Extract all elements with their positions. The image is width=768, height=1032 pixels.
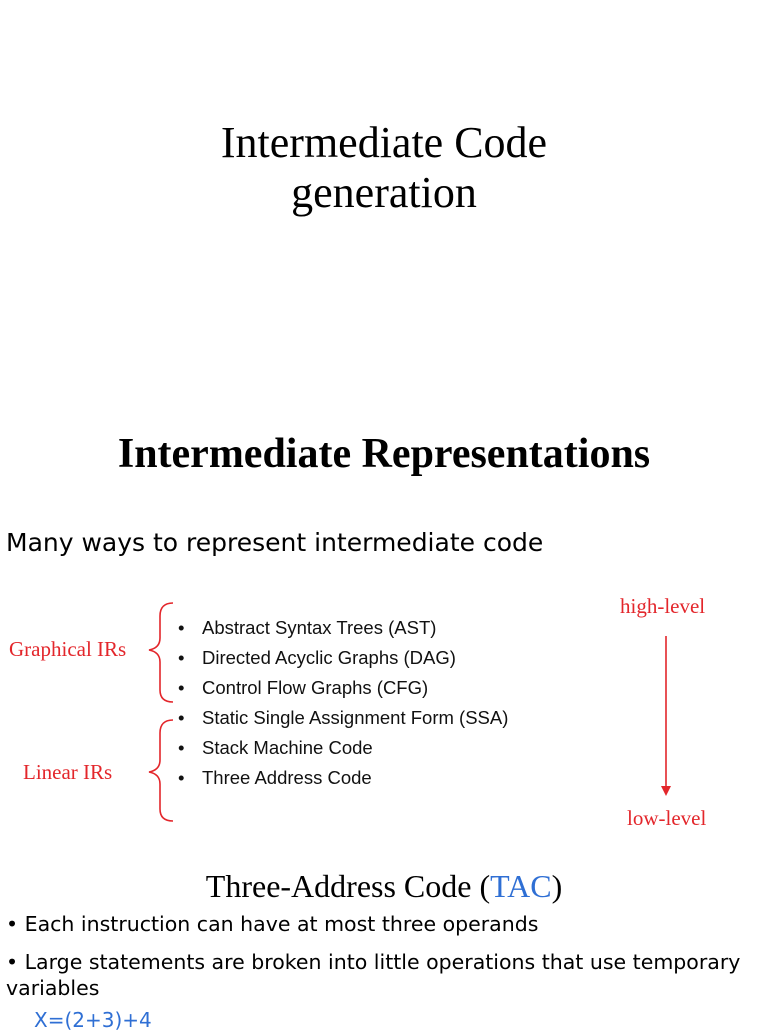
ir-item-ssa: • Static Single Assignment Form (SSA) xyxy=(178,707,509,728)
high-level-label: high-level xyxy=(620,594,706,618)
tac-bullet-operands: • Each instruction can have at most three operands xyxy=(6,912,539,936)
linear-irs-label: Linear IRs xyxy=(23,760,113,784)
ir-item-cfg: • Control Flow Graphs (CFG) xyxy=(178,677,429,698)
slide1-title-line1: Intermediate Code xyxy=(220,118,548,167)
slide1-title-line2: generation xyxy=(291,168,477,217)
linear-brace xyxy=(149,720,173,821)
graphical-irs-label: Graphical IRs xyxy=(9,637,127,661)
ir-item-dag: • Directed Acyclic Graphs (DAG) xyxy=(178,647,456,668)
graphical-brace xyxy=(149,603,173,702)
ir-diagram xyxy=(0,590,768,840)
ir-item-ast: • Abstract Syntax Trees (AST) xyxy=(178,617,437,638)
tac-bullet-statements: • Large statements are broken into little operations that use temporary xyxy=(6,950,741,974)
tac-title: Three-Address Code (TAC) xyxy=(205,868,563,904)
tac-example: X=(2+3)+4 xyxy=(34,1008,152,1032)
tac-bullet-statements-cont: variables xyxy=(6,976,100,1000)
ir-item-stack-machine: • Stack Machine Code xyxy=(178,737,373,758)
slide1-title xyxy=(0,118,768,218)
tac-abbreviation: TAC xyxy=(490,868,552,904)
intro-text: Many ways to represent intermediate code xyxy=(6,528,544,557)
arrow-head-icon xyxy=(661,786,671,796)
ir-item-three-address: • Three Address Code xyxy=(178,767,372,788)
low-level-label: low-level xyxy=(627,806,707,830)
slide2-heading: Intermediate Representations xyxy=(117,431,651,477)
